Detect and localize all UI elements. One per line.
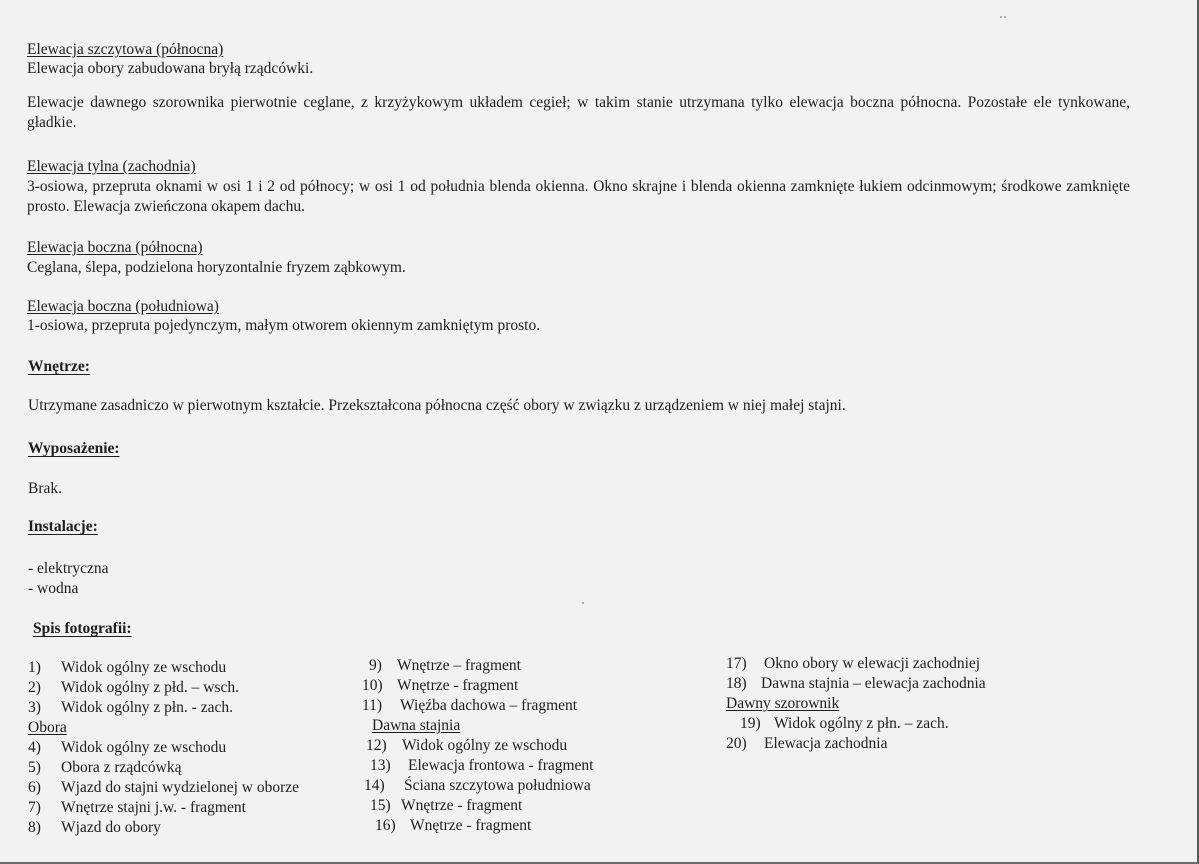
wyposazenie-text: Brak.	[28, 480, 63, 497]
section-title-elewacja-tylna: Elewacja tylna (zachodnia)	[27, 158, 196, 175]
section-title-elewacja-boczna-polnocna: Elewacja boczna (północna)	[27, 239, 203, 256]
heading-wnetrze: Wnętrze:	[28, 358, 90, 375]
photo-group-label: Dawna stajnia	[372, 717, 461, 734]
heading-spis-fotografii: Spis fotografii:	[33, 620, 132, 637]
photo-list-item: 15) Wnętrze - fragment	[370, 797, 523, 814]
instalacja-item: - wodna	[28, 580, 79, 597]
photo-list-column-2	[362, 656, 593, 836]
elewacja-boczna-polnocna-text: Ceglana, ślepa, podzielona horyzontalnie fryzem ząbkowym.	[27, 259, 406, 276]
photo-group-label: Obora	[28, 719, 67, 736]
elewacja-boczna-poludniowa-text: 1-osiowa, przepruta pojedynczym, małym otworem okiennym zamkniętym prosto.	[27, 317, 541, 334]
scan-speck	[582, 602, 584, 604]
photo-list-item: 2) Widok ogólny z płd. – wsch.	[28, 679, 240, 696]
photo-list-column-3	[726, 654, 986, 754]
photo-list-item: 11) Więźba dachowa – fragment	[362, 697, 578, 714]
photo-list-item: 10) Wnętrze - fragment	[362, 677, 519, 694]
photo-list-item: 4) Widok ogólny ze wschodu	[28, 739, 227, 756]
photo-list-item: 14) Ściana szczytowa południowa	[364, 777, 591, 794]
heading-instalacje: Instalacje:	[28, 518, 98, 535]
photo-list-item: 18) Dawna stajnia – elewacja zachodnia	[726, 675, 986, 692]
photo-list-item: 3) Widok ogólny z płn. - zach.	[28, 699, 233, 716]
photo-list-item: 1) Widok ogólny ze wschodu	[28, 659, 227, 676]
photo-list-item: 17) Okno obory w elewacji zachodniej	[726, 655, 981, 672]
section-title-elewacja-szczytowa: Elewacja szczytowa (północna)	[27, 41, 224, 58]
photo-list-item: 13) Elewacja frontowa - fragment	[370, 757, 594, 774]
elewacje-szorownika-paragraph: Elewacje dawnego szorownika pierwotnie ceglane, z krzyżykowym układem cegieł; w takim stanie utrzymana tylko elewacja boczna północna. Pozostałe ele tynkowane, gładkie.	[27, 94, 1130, 131]
wnetrze-text: Utrzymane zasadniczo w pierwotnym kształcie. Przekształcona północna część obory w związku z urządzeniem w niej małej stajni.	[28, 397, 846, 414]
photo-group-label: Dawny szorownik	[726, 695, 840, 712]
photo-list-column-1	[28, 658, 299, 838]
photo-list-item: 19) Widok ogólny z płn. – zach.	[740, 715, 949, 732]
scan-speck	[1000, 16, 1002, 18]
instalacja-item: - elektryczna	[28, 560, 109, 577]
photo-list-item: 16) Wnętrze - fragment	[375, 817, 532, 834]
photo-list-item: 8) Wjazd do obory	[28, 819, 161, 836]
photo-list-item: 5) Obora z rządcówką	[28, 759, 182, 776]
elewacja-szczytowa-text: Elewacja obory zabudowana bryłą rządcówki.	[27, 60, 314, 77]
scan-speck	[1004, 16, 1006, 18]
photo-list-item: 6) Wjazd do stajni wydzielonej w oborze	[28, 779, 300, 796]
photo-list-item: 7) Wnętrze stajni j.w. - fragment	[28, 799, 246, 816]
photo-list-item: 9) Wnętrze – fragment	[369, 657, 521, 674]
photo-list-item: 20) Elewacja zachodnia	[726, 735, 888, 752]
heading-wyposazenie: Wyposażenie:	[28, 440, 120, 457]
elewacja-tylna-text: 3-osiowa, przepruta oknami w osi 1 i 2 od północy; w osi 1 od południa blenda okienna. Okno skrajne i blenda okienna zamknięte łukiem odcinmowym; środkowe zamknięte prosto. Elewacja zwieńczona okapem dachu.	[27, 178, 1130, 215]
photo-list-item: 12) Widok ogólny ze wschodu	[366, 737, 568, 754]
section-title-elewacja-boczna-poludniowa: Elewacja boczna (południowa)	[27, 298, 219, 315]
